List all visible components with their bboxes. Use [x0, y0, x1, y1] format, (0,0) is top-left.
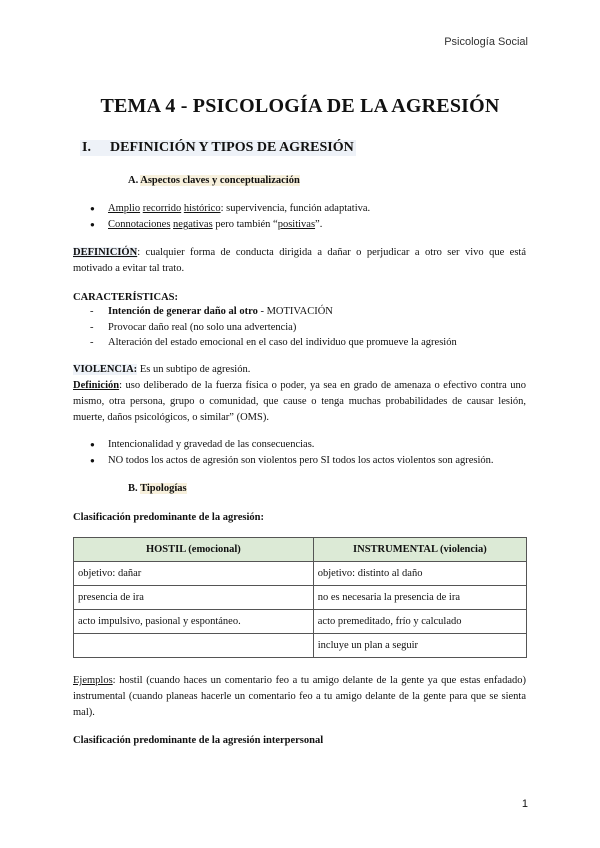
underlined-word: positivas — [277, 219, 316, 230]
page-title: TEMA 4 - PSICOLOGÍA DE LA AGRESIÓN — [100, 95, 500, 117]
table-header-row — [74, 538, 527, 562]
running-header: Psicología Social — [444, 36, 528, 48]
violence-notes-list — [90, 437, 494, 469]
underlined-word: histórico — [183, 203, 221, 214]
underlined-word: recorrido — [142, 203, 182, 214]
table-row — [74, 610, 527, 634]
column-header: HOSTIL (emocional) — [74, 538, 314, 562]
table-row — [74, 562, 527, 586]
list-text: ”. — [315, 219, 323, 230]
aggression-types-table — [73, 537, 527, 658]
column-header: INSTRUMENTAL (violencia) — [313, 538, 526, 562]
examples-text: : hostil (cuando haces un comentario feo a tu amigo delante de la gente ya que estas enfadado) instrumental (cuando planeas hacerle un comentario feo a tu amigo delante de la gente para que se sienta mal). — [73, 675, 526, 718]
subsection-title: Tipologías — [140, 483, 187, 494]
classification-heading: Clasificación predominante de la agresión: — [73, 512, 264, 523]
list-item: ● Intencionalidad y gravedad de las consecuencias. — [90, 437, 494, 453]
violence-definition-text: : uso deliberado de la fuerza física o poder, ya sea en grado de amenaza o efectivo contra uno mismo, otra persona, grupo o comunidad, que cause o tenga muchas probabilidades de causar lesión, muerte, daños psicológicos, o similar” (OMS). — [73, 380, 526, 423]
table-cell: acto premeditado, frío y calculado — [313, 610, 526, 634]
characteristics-list — [90, 304, 530, 351]
page-number: 1 — [521, 798, 528, 810]
violence-label: VIOLENCIA: — [73, 364, 138, 375]
subsection-title: Aspectos claves y conceptualización — [140, 175, 300, 186]
table-cell: objetivo: dañar — [74, 562, 314, 586]
definition-paragraph — [73, 245, 526, 277]
violence-paragraph — [73, 362, 526, 426]
section-title: DEFINICIÓN Y TIPOS DE AGRESIÓN — [110, 140, 354, 155]
table-row — [74, 634, 527, 658]
examples-paragraph — [73, 673, 526, 721]
characteristics-title: CARACTERÍSTICAS: — [73, 292, 179, 303]
table-cell: incluye un plan a seguir — [313, 634, 526, 658]
underlined-word: negativas — [173, 219, 213, 230]
classification-heading-interpersonal: Clasificación predominante de la agresión interpersonal — [73, 735, 324, 746]
table-row — [74, 586, 527, 610]
table-cell: no es necesaria la presencia de ira — [313, 586, 526, 610]
definition-text: : cualquier forma de conducta dirigida a dañar o perjudicar a otro ser vivo que está motivado a evitar tal trato. — [73, 247, 526, 274]
table-cell — [74, 634, 314, 658]
subsection-letter: A. — [128, 175, 139, 186]
violence-definition-label: Definición — [73, 380, 120, 391]
list-text: : supervivencia, función adaptativa. — [220, 203, 371, 214]
list-text: Alteración del estado emocional en el caso del individuo que promueve la agresión — [108, 337, 457, 348]
list-item — [90, 201, 370, 217]
underlined-word: Amplio — [108, 203, 141, 214]
subsection-letter: B. — [128, 483, 138, 494]
list-item — [90, 304, 530, 320]
section-number: I. — [82, 140, 91, 155]
list-item — [90, 335, 530, 351]
table-cell: presencia de ira — [74, 586, 314, 610]
table-cell: acto impulsivo, pasional y espontáneo. — [74, 610, 314, 634]
list-text: Intención de generar daño al otro — [108, 306, 258, 317]
list-item — [90, 217, 370, 233]
subsection-a — [128, 175, 300, 186]
subsection-b — [128, 483, 187, 494]
list-item — [90, 320, 530, 336]
table-cell: objetivo: distinto al daño — [313, 562, 526, 586]
violence-text: Es un subtipo de agresión. — [137, 364, 251, 375]
underlined-word: Connotaciones — [108, 219, 171, 230]
list-item: ● NO todos los actos de agresión son violentos pero SI todos los actos violentos son agresión. — [90, 453, 494, 469]
list-text: Provocar daño real (no solo una advertencia) — [108, 321, 297, 333]
examples-label: Ejemplos — [73, 675, 113, 686]
list-text: - MOTIVACIÓN — [257, 306, 333, 317]
definition-label: DEFINICIÓN — [73, 247, 138, 258]
section-heading-1 — [80, 140, 356, 156]
list-text: pero también “ — [212, 219, 278, 230]
key-aspects-list — [90, 201, 370, 233]
